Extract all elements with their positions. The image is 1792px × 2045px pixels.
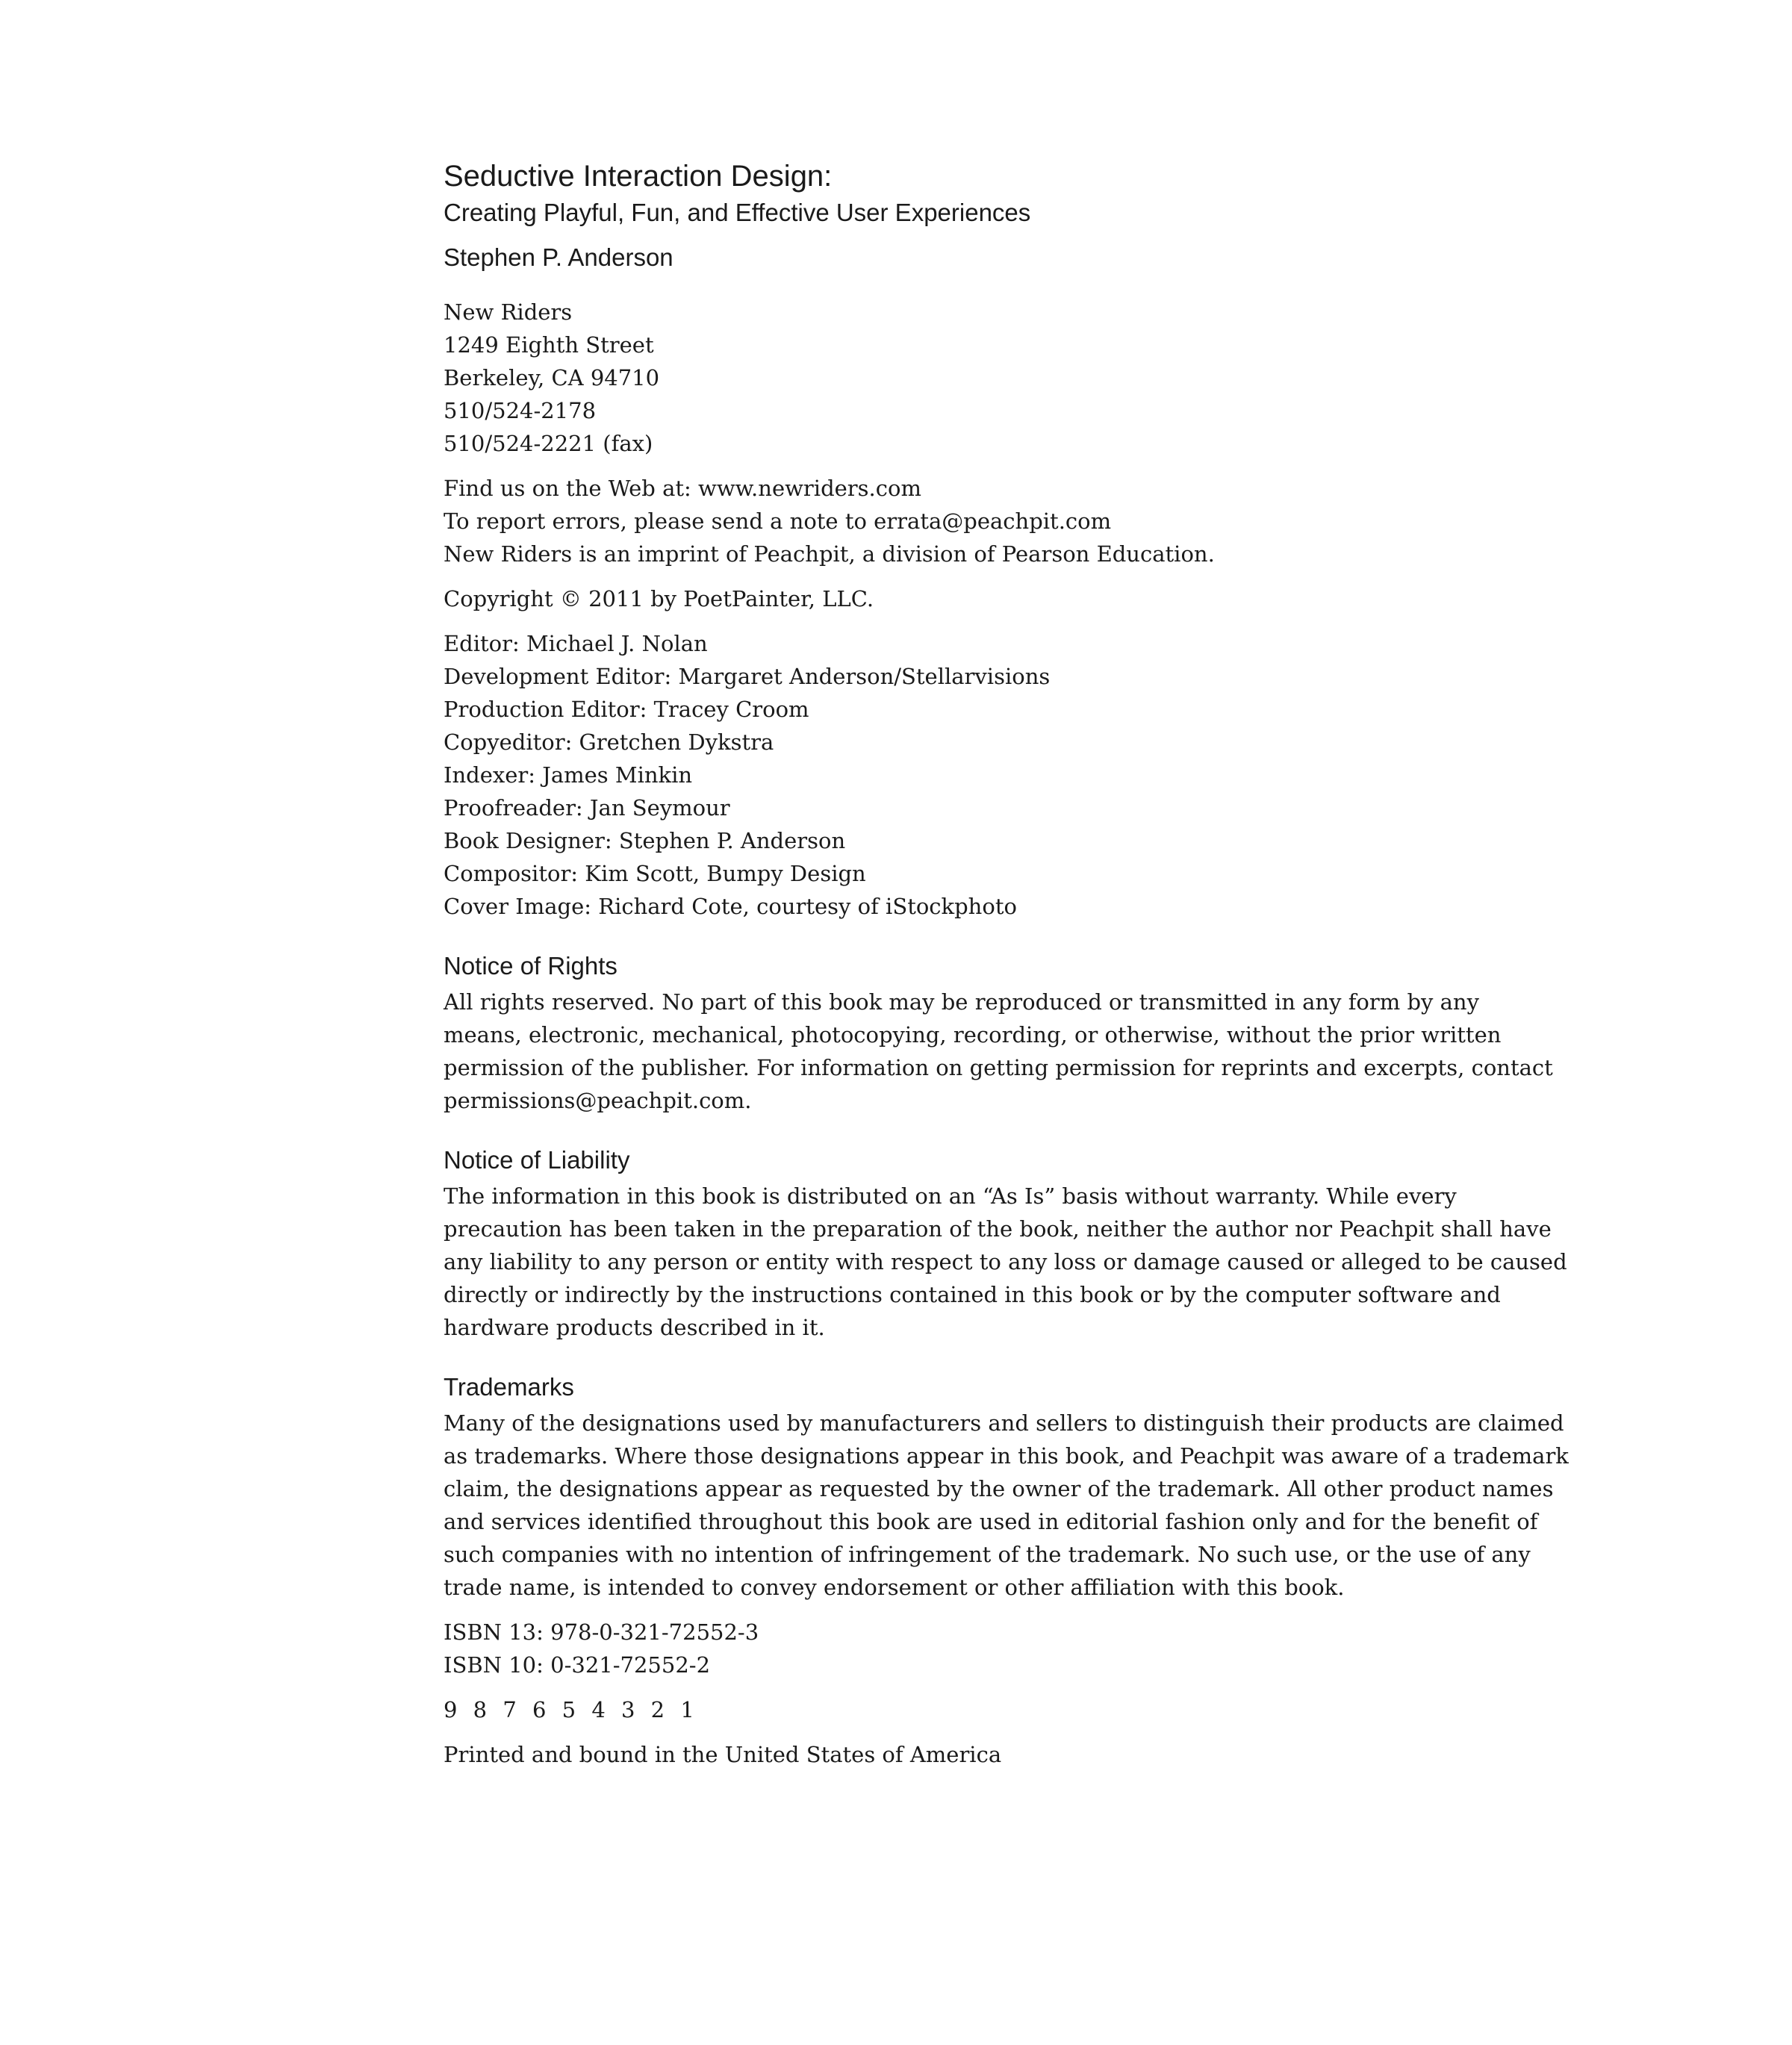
trademarks-line: claim, the designations appear as requested by the owner of the trademark. All other product names — [444, 1476, 1554, 1501]
web-line: Find us on the Web at: www.newriders.com — [444, 476, 921, 501]
credit-line: Production Editor: Tracey Croom — [444, 697, 809, 722]
web-line: To report errors, please send a note to errata@peachpit.com — [444, 508, 1112, 534]
book-author: Stephen P. Anderson — [444, 243, 673, 271]
rights-line: permission of the publisher. For information on getting permission for reprints and excerpts, contact — [444, 1055, 1553, 1080]
liability-heading: Notice of Liability — [444, 1146, 630, 1174]
rights-heading: Notice of Rights — [444, 952, 617, 980]
trademarks-line: such companies with no intention of infringement of the trademark. No such use, or the use of any — [444, 1542, 1531, 1567]
trademarks-line: and services identified throughout this book are used in editorial fashion only and for the benefit of — [444, 1509, 1538, 1534]
liability-line: precaution has been taken in the preparation of the book, neither the author nor Peachpit shall have — [444, 1216, 1552, 1242]
credit-line: Development Editor: Margaret Anderson/Stellarvisions — [444, 664, 1051, 689]
book-subtitle: Creating Playful, Fun, and Effective User Experiences — [444, 199, 1031, 226]
liability-line: hardware products described in it. — [444, 1315, 825, 1340]
copyright-page — [444, 157, 1569, 1771]
trademarks-paragraph — [444, 1407, 1569, 1604]
credit-line: Cover Image: Richard Cote, courtesy of iStockphoto — [444, 894, 1017, 919]
book-title: Seductive Interaction Design: — [444, 160, 833, 193]
trademarks-line: as trademarks. Where those designations appear in this book, and Peachpit was aware of a trademark — [444, 1443, 1569, 1469]
copyright-notice — [444, 582, 1519, 615]
publisher-line: 510/524-2178 — [444, 398, 597, 423]
isbn-line: ISBN 13: 978-0-321-72552-3 — [444, 1619, 759, 1645]
publisher-line: New Riders — [444, 299, 573, 325]
printed-in: Printed and bound in the United States of America — [444, 1742, 1002, 1767]
credits-list — [444, 627, 1519, 923]
publisher-line: Berkeley, CA 94710 — [444, 365, 660, 390]
trademarks-line: trade name, is intended to convey endorsement or other affiliation with this book. — [444, 1575, 1345, 1600]
web-info — [444, 472, 1519, 570]
isbn-block — [444, 1616, 1519, 1681]
printing-line: 9 8 7 6 5 4 3 2 1 — [444, 1697, 699, 1722]
rights-line: All rights reserved. No part of this book may be reproduced or transmitted in any form by any — [444, 989, 1479, 1015]
isbn-line: ISBN 10: 0-321-72552-2 — [444, 1652, 711, 1678]
rights-line: means, electronic, mechanical, photocopying, recording, or otherwise, without the prior written — [444, 1022, 1502, 1048]
credit-line: Indexer: James Minkin — [444, 762, 693, 788]
rights-line: permissions@peachpit.com. — [444, 1088, 752, 1113]
publisher-line: 1249 Eighth Street — [444, 332, 654, 358]
liability-paragraph — [444, 1180, 1567, 1344]
credit-line: Compositor: Kim Scott, Bumpy Design — [444, 861, 866, 886]
publisher-address — [444, 296, 1519, 460]
credit-line: Proofreader: Jan Seymour — [444, 795, 730, 821]
web-line: New Riders is an imprint of Peachpit, a division of Pearson Education. — [444, 541, 1215, 567]
credit-line: Editor: Michael J. Nolan — [444, 631, 708, 656]
liability-line: The information in this book is distributed on an “As Is” basis without warranty. While every — [444, 1183, 1457, 1209]
copyright-line: Copyright © 2011 by PoetPainter, LLC. — [444, 586, 874, 611]
rights-paragraph — [444, 986, 1553, 1117]
publisher-line: 510/524-2221 (fax) — [444, 431, 653, 456]
liability-line: directly or indirectly by the instructions contained in this book or by the computer software and — [444, 1282, 1501, 1307]
credit-line: Book Designer: Stephen P. Anderson — [444, 828, 846, 853]
trademarks-heading: Trademarks — [444, 1373, 574, 1401]
liability-line: any liability to any person or entity with respect to any loss or damage caused or alleged to be caused — [444, 1249, 1567, 1274]
trademarks-line: Many of the designations used by manufacturers and sellers to distinguish their products are claimed — [444, 1410, 1564, 1436]
credit-line: Copyeditor: Gretchen Dykstra — [444, 729, 774, 755]
